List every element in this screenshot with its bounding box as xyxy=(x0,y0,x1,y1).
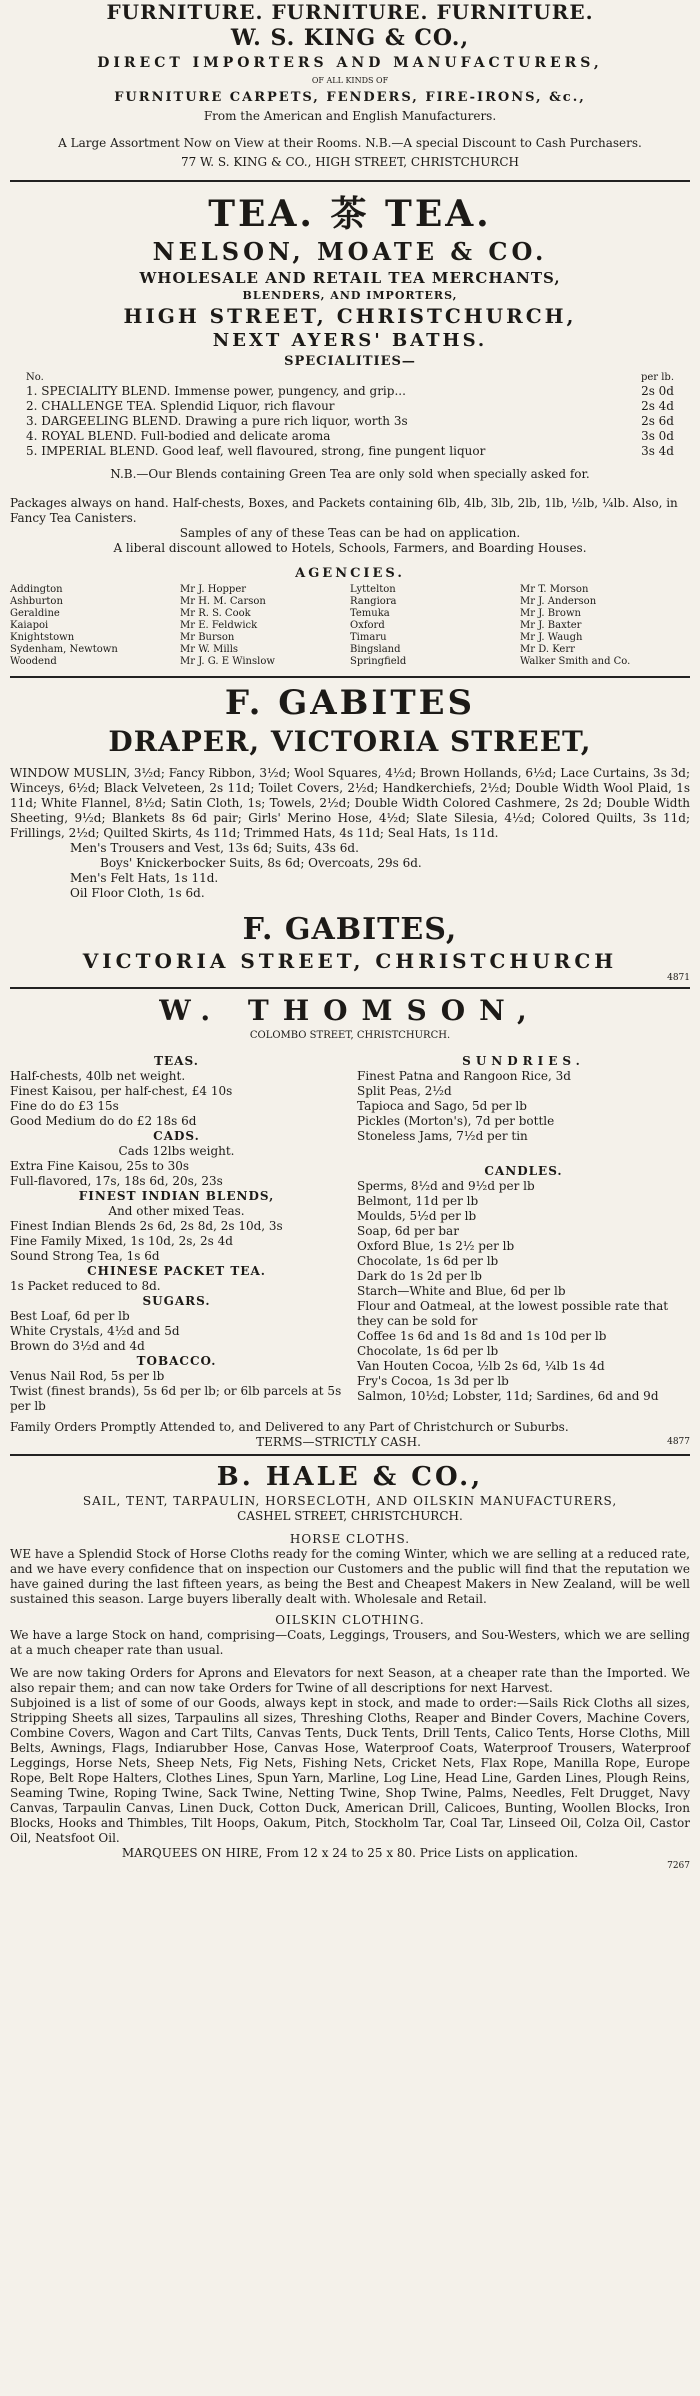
tea-specialities: SPECIALITIES— xyxy=(284,354,416,369)
tea-item xyxy=(10,384,690,399)
thomson-line: White Crystals, 4½d and 5d xyxy=(10,1324,180,1338)
agent-town: Temuka xyxy=(350,608,390,619)
tea-item-text: 4. ROYAL BLEND. Full-bodied and delicate aroma xyxy=(26,429,331,443)
agent-name: Mr E. Feldwick xyxy=(180,620,258,631)
tea-title: TEA. 茶 TEA. xyxy=(208,193,492,235)
hale-h1: HORSE CLOTHS. xyxy=(289,1532,411,1546)
king-line3: FURNITURE CARPETS, FENDERS, FIRE-IRONS, &c., xyxy=(114,90,586,105)
thomson-line: Chocolate, 1s 6d per lb xyxy=(357,1344,499,1358)
tea-item-price: 2s 0d xyxy=(641,384,674,398)
tea-p2: Samples of any of these Teas can be had on application. xyxy=(179,526,521,540)
tea-near: NEXT AYERS' BATHS. xyxy=(212,330,488,351)
thomson-name: W. THOMSON, xyxy=(159,994,541,1027)
agent-name: Mr J. Hopper xyxy=(180,584,247,595)
thomson-line: Moulds, 5½d per lb xyxy=(357,1209,477,1223)
agent-name: Mr J. G. E Winslow xyxy=(180,656,275,667)
agent-town: Kaiapoi xyxy=(10,620,49,631)
agent-town: Geraldine xyxy=(10,608,60,619)
tea-item xyxy=(10,399,690,414)
thomson-line: Salmon, 10½d; Lobster, 11d; Sardines, 6d and 9d xyxy=(357,1389,659,1403)
thomson-line: CADS. xyxy=(153,1129,200,1143)
tea-name: NELSON, MOATE & CO. xyxy=(152,237,548,266)
thomson-line: Finest Kaisou, per half-chest, £4 10s xyxy=(10,1084,233,1098)
thomson-line: Split Peas, 2½d xyxy=(357,1084,452,1098)
thomson-teas-title: TEAS. xyxy=(154,1054,199,1068)
king-line5: A Large Assortment Now on View at their Rooms. N.B.—A special Discount to Cash Purchasers. xyxy=(58,136,642,150)
tea-item-price: 2s 4d xyxy=(641,399,674,413)
thomson-line: Belmont, 11d per lb xyxy=(357,1194,479,1208)
tea-address: HIGH STREET, CHRISTCHURCH, xyxy=(123,304,577,328)
thomson-line: Twist (finest brands), 5s 6d per lb; or 6lb parcels at 5s per lb xyxy=(10,1384,342,1413)
thomson-line: SUGARS. xyxy=(142,1294,211,1308)
tea-item-price: 3s 0d xyxy=(641,429,674,443)
king-line6: 77 W. S. KING & CO., HIGH STREET, CHRISTCHURCH xyxy=(180,155,520,169)
thomson-number: 4877 xyxy=(667,1437,690,1447)
tea-agencies-title: AGENCIES. xyxy=(295,566,405,581)
agent-town: Woodend xyxy=(10,656,57,667)
thomson-line: Starch—White and Blue, 6d per lb xyxy=(357,1284,566,1298)
thomson-line: Full-flavored, 17s, 18s 6d, 20s, 23s xyxy=(10,1174,223,1188)
thomson-line: Coffee 1s 6d and 1s 8d and 1s 10d per lb xyxy=(357,1329,607,1343)
ad-king xyxy=(10,0,690,170)
gabites-number: 4871 xyxy=(667,973,690,983)
tea-p1: Packages always on hand. Half-chests, Boxes, and Packets containing 6lb, 4lb, 3lb, 2lb, 1lb, ½lb, ¼lb. Also, in Fancy Tea Canisters. xyxy=(10,496,678,525)
tea-item xyxy=(10,414,690,429)
thomson-line: And other mixed Teas. xyxy=(108,1204,245,1218)
thomson-line: Fry's Cocoa, 1s 3d per lb xyxy=(357,1374,509,1388)
hale-p5: MARQUEES ON HIRE, From 12 x 24 to 25 x 80. Price Lists on application. xyxy=(121,1846,579,1860)
king-name: W. S. KING & CO., xyxy=(230,25,470,51)
gabites-name: F. GABITES xyxy=(224,683,476,723)
divider xyxy=(10,180,690,182)
agent-name: Mr H. M. Carson xyxy=(180,596,266,607)
gabites-m3: Men's Felt Hats, 1s 11d. xyxy=(70,871,219,885)
tea-item-price: 2s 6d xyxy=(641,414,674,428)
thomson-terms-row xyxy=(10,1435,690,1450)
tea-item-text: 1. SPECIALITY BLEND. Immense power, pungency, and grip... xyxy=(26,384,406,398)
tea-item xyxy=(10,429,690,444)
thomson-line: Soap, 6d per bar xyxy=(357,1224,459,1238)
thomson-terms: TERMS—STRICTLY CASH. xyxy=(256,1435,421,1449)
king-line1: DIRECT IMPORTERS AND MANUFACTURERS, xyxy=(97,55,603,71)
thomson-family: Family Orders Promptly Attended to, and Delivered to any Part of Christchurch or Suburbs. xyxy=(10,1420,569,1434)
thomson-line: Good Medium do do £2 18s 6d xyxy=(10,1114,197,1128)
thomson-line: Brown do 3½d and 4d xyxy=(10,1339,145,1353)
thomson-line: Fine Family Mixed, 1s 10d, 2s, 2s 4d xyxy=(10,1234,233,1248)
agent-name: Mr W. Mills xyxy=(180,644,239,655)
agent-name: Mr J. Waugh xyxy=(520,632,583,643)
tea-header xyxy=(10,371,690,384)
ad-thomson xyxy=(10,993,690,1450)
ad-hale xyxy=(10,1460,690,1871)
tea-sub2: BLENDERS, AND IMPORTERS, xyxy=(242,289,458,302)
agent-town: Ashburton xyxy=(10,596,63,607)
thomson-line: TOBACCO. xyxy=(136,1354,217,1368)
thomson-line: Extra Fine Kaisou, 25s to 30s xyxy=(10,1159,190,1173)
tea-item-text: 2. CHALLENGE TEA. Splendid Liquor, rich flavour xyxy=(26,399,335,413)
tea-header-no: No. xyxy=(26,372,44,383)
agent-town: Springfield xyxy=(350,656,407,667)
hale-number: 7267 xyxy=(667,1861,690,1871)
thomson-line: Dark do 1s 2d per lb xyxy=(357,1269,482,1283)
king-line2: OF ALL KINDS OF xyxy=(311,76,389,85)
agent-name: Mr R. S. Cook xyxy=(180,608,251,619)
hale-p3: We are now taking Orders for Aprons and Elevators for next Season, at a cheaper rate than the Imported. We also repair them; and can now take Orders for Twine of all descriptions for next Harvest. xyxy=(10,1666,690,1695)
thomson-line: Half-chests, 40lb net weight. xyxy=(10,1069,186,1083)
agent-town: Knightstown xyxy=(10,632,75,643)
agent-town: Sydenham, Newtown xyxy=(10,644,118,655)
thomson-line: Best Loaf, 6d per lb xyxy=(10,1309,130,1323)
gabites-m2: Boys' Knickerbocker Suits, 8s 6d; Overcoats, 29s 6d. xyxy=(100,856,422,870)
agent-town: Bingsland xyxy=(350,644,401,655)
tea-agencies xyxy=(10,584,690,668)
tea-header-per: per lb. xyxy=(640,372,674,383)
thomson-right xyxy=(357,1054,690,1414)
thomson-line: CANDLES. xyxy=(484,1164,563,1178)
agent-name: Mr D. Kerr xyxy=(520,644,575,655)
divider xyxy=(10,676,690,678)
thomson-line: Pickles (Morton's), 7d per bottle xyxy=(357,1114,555,1128)
agent-town: Lyttelton xyxy=(350,584,396,595)
thomson-address: COLOMBO STREET, CHRISTCHURCH. xyxy=(249,1030,451,1041)
newspaper-column xyxy=(10,0,690,1871)
thomson-columns xyxy=(10,1054,690,1414)
gabites-body: WINDOW MUSLIN, 3½d; Fancy Ribbon, 3½d; Wool Squares, 4½d; Brown Hollands, 6½d; Lace Curtains, 3s 3d; Winceys, 6½d; Black Velveteen, 2s 11d; Toilet Covers, 2½d; Handkerchiefs, 2½d; Double Width Wool Plaid, 1s 11d; White Flannel, 8½d; Satin Cloth, 1s; Towels, 2½d; Double Width Colored Cashmere, 2s 2d; Double Width Sheeting, 9½d; Blankets 8s 6d pair; Girls' Merino Hose, 4½d; Slate Silesia, 4½d; Colored Quilts, 3s 11d; Frillings, 2½d; Quilted Skirts, 4s 11d; Trimmed Hats, 4s 11d; Seal Hats, 1s 11d. xyxy=(10,766,690,840)
agent-name: Mr J. Baxter xyxy=(520,620,582,631)
thomson-line: Flour and Oatmeal, at the lowest possible rate that they can be sold for xyxy=(357,1299,669,1328)
agent-town: Addington xyxy=(10,584,63,595)
thomson-line: Chocolate, 1s 6d per lb xyxy=(357,1254,499,1268)
gabites-title: DRAPER, VICTORIA STREET, xyxy=(108,725,592,758)
tea-sub1: WHOLESALE AND RETAIL TEA MERCHANTS, xyxy=(139,269,561,287)
thomson-line: CHINESE PACKET TEA. xyxy=(87,1264,266,1278)
tea-item-price: 3s 4d xyxy=(641,444,674,458)
agent-name: Mr T. Morson xyxy=(520,584,589,595)
divider xyxy=(10,1454,690,1456)
hale-p2: We have a large Stock on hand, comprising—Coats, Leggings, Trousers, and Sou-Westers, which we are selling at a much cheaper rate than usual. xyxy=(10,1628,690,1657)
ad-tea xyxy=(10,192,690,668)
tea-p3: A liberal discount allowed to Hotels, Schools, Farmers, and Boarding Houses. xyxy=(113,541,587,555)
thomson-line: Fine do do £3 15s xyxy=(10,1099,119,1113)
thomson-line: Venus Nail Rod, 5s per lb xyxy=(10,1369,165,1383)
thomson-line: Tapioca and Sago, 5d per lb xyxy=(357,1099,527,1113)
ad-gabites xyxy=(10,682,690,983)
agent-name: Mr Burson xyxy=(180,632,235,643)
thomson-line: 1s Packet reduced to 8d. xyxy=(10,1279,161,1293)
thomson-line: Oxford Blue, 1s 2½ per lb xyxy=(357,1239,515,1253)
thomson-line: Van Houten Cocoa, ½lb 2s 6d, ¼lb 1s 4d xyxy=(357,1359,605,1373)
divider xyxy=(10,987,690,989)
gabites-m1: Men's Trousers and Vest, 13s 6d; Suits, 43s 6d. xyxy=(70,841,359,855)
agent-name: Walker Smith and Co. xyxy=(520,656,631,667)
thomson-sundries-title: SUNDRIES. xyxy=(462,1054,585,1068)
hale-h2: OILSKIN CLOTHING. xyxy=(275,1613,425,1627)
thomson-line: Stoneless Jams, 7½d per tin xyxy=(357,1129,528,1143)
hale-name: B. HALE & CO., xyxy=(216,1462,484,1492)
hale-address: CASHEL STREET, CHRISTCHURCH. xyxy=(237,1509,463,1523)
thomson-line: FINEST INDIAN BLENDS, xyxy=(78,1189,275,1203)
hale-p1: WE have a Splendid Stock of Horse Cloths ready for the coming Winter, which we are selling at a reduced rate, and we have every confidence that on inspection our Customers and the public will find that the reputation we have gained during the last fifteen years, as being the Best and Cheapest Makers in New Zealand, will be well sustained this season. Large buyers liberally dealt with. Wholesale and Retail. xyxy=(10,1547,690,1606)
agent-town: Oxford xyxy=(350,620,385,631)
tea-nb: N.B.—Our Blends containing Green Tea are only sold when specially asked for. xyxy=(110,467,590,481)
king-line4: From the American and English Manufacturers. xyxy=(203,109,497,123)
thomson-left xyxy=(10,1054,343,1414)
gabites-m4: Oil Floor Cloth, 1s 6d. xyxy=(70,886,205,900)
hale-p4: Subjoined is a list of some of our Goods, always kept in stock, and made to order:—Sails Rick Cloths all sizes, Stripping Sheets all sizes, Tarpaulins all sizes, Threshing Cloths, Reaper and Binder Covers, Machine Covers, Combine Covers, Wagon and Cart Tilts, Canvas Tents, Duck Tents, Drill Tents, Calico Tents, Horse Cloths, Mill Belts, Awnings, Flags, Indiarubber Hose, Canvas Hose, Waterproof Coats, Waterproof Trousers, Waterproof Leggings, Horse Nets, Sheep Nets, Fig Nets, Fishing Nets, Cricket Nets, Flax Rope, Manilla Rope, Europe Rope, Belt Rope Halters, Clothes Lines, Spun Yarn, Marline, Log Line, Head Line, Garden Lines, Plough Reins, Seaming Twine, Roping Twine, Sack Twine, Netting Twine, Shop Twine, Palms, Needles, Felt Drugget, Navy Canvas, Tarpaulin Canvas, Linen Duck, Cotton Duck, American Drill, Calicoes, Bunting, Woollen Blocks, Iron Blocks, Hooks and Thimbles, Tilt Hoops, Oakum, Pitch, Stockholm Tar, Coal Tar, Linseed Oil, Colza Oil, Castor Oil, Neatsfoot Oil. xyxy=(10,1696,690,1845)
gabites-name2: F. GABITES, xyxy=(242,912,458,947)
thomson-line: Sperms, 8½d and 9½d per lb xyxy=(357,1179,535,1193)
king-top: FURNITURE. FURNITURE. FURNITURE. xyxy=(106,0,594,24)
agent-town: Rangiora xyxy=(350,596,397,607)
agent-town: Timaru xyxy=(350,632,387,643)
agent-name: Mr J. Anderson xyxy=(520,596,597,607)
thomson-line: Finest Patna and Rangoon Rice, 3d xyxy=(357,1069,571,1083)
thomson-line: Cads 12lbs weight. xyxy=(118,1144,235,1158)
tea-item xyxy=(10,444,690,459)
agent-name: Mr J. Brown xyxy=(520,608,581,619)
hale-sub: SAIL, TENT, TARPAULIN, HORSECLOTH, AND OILSKIN MANUFACTURERS, xyxy=(82,1494,618,1508)
tea-item-text: 3. DARGEELING BLEND. Drawing a pure rich liquor, worth 3s xyxy=(26,414,408,428)
tea-item-text: 5. IMPERIAL BLEND. Good leaf, well flavoured, strong, fine pungent liquor xyxy=(26,444,486,458)
gabites-address: VICTORIA STREET, CHRISTCHURCH xyxy=(82,949,618,973)
thomson-line: Sound Strong Tea, 1s 6d xyxy=(10,1249,160,1263)
thomson-line: Finest Indian Blends 2s 6d, 2s 8d, 2s 10d, 3s xyxy=(10,1219,283,1233)
